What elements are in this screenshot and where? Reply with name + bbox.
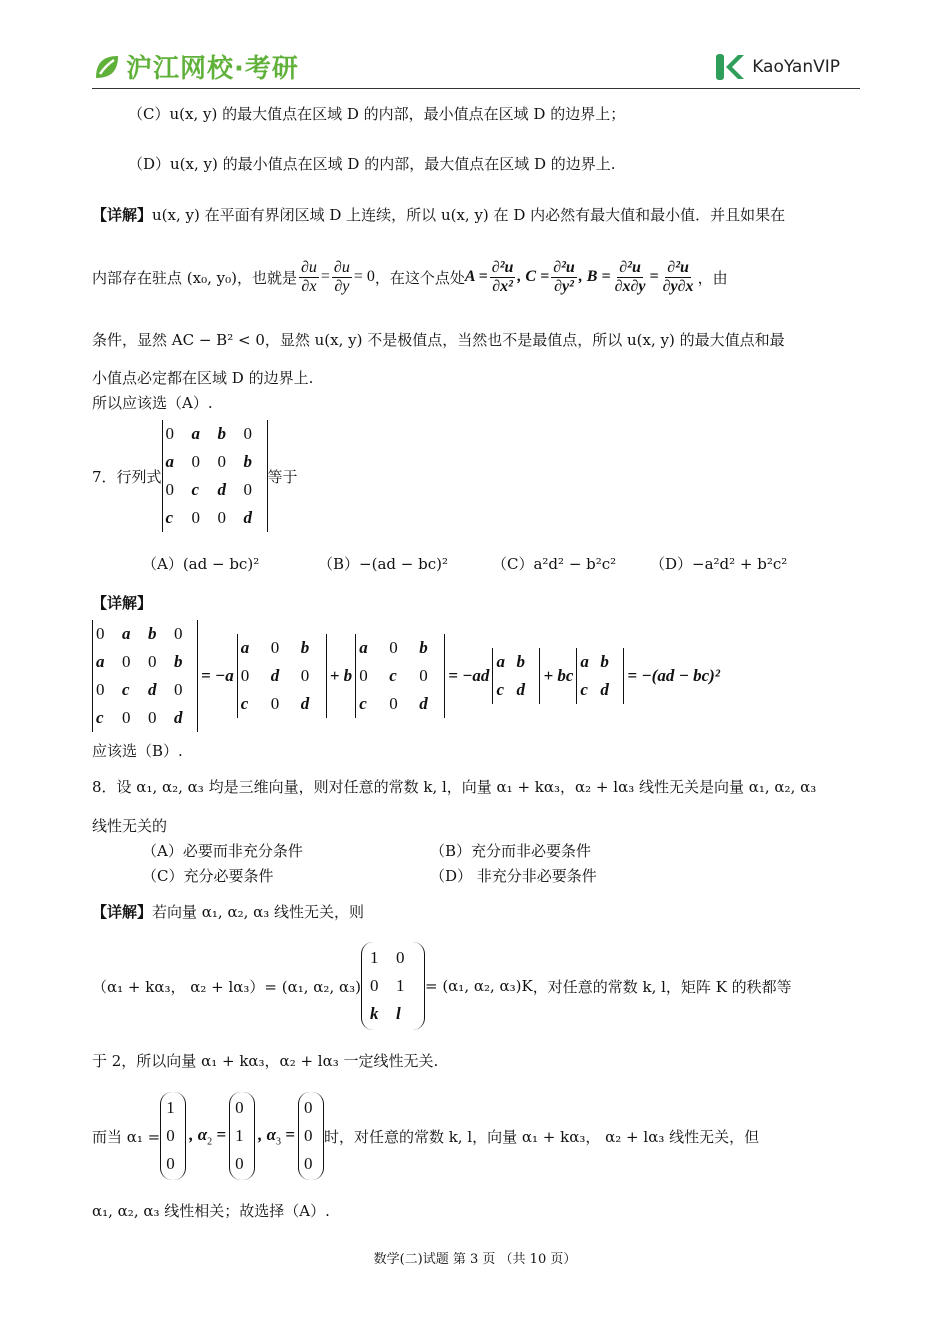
matrix-entry: c — [240, 694, 249, 713]
matrix-entry: 0 — [217, 508, 227, 527]
k-logo-icon — [714, 52, 746, 82]
coef-4: + bc — [543, 666, 574, 685]
alpha2-vector — [229, 1092, 255, 1180]
matrix-entry: b — [516, 652, 525, 671]
q8-stem-2: 线性无关的 — [92, 817, 168, 835]
matrix-entry: 0 — [235, 1098, 244, 1117]
q7-option-a: （A）(ad − bc)² — [142, 555, 260, 573]
matrix-entry: 0 — [243, 424, 253, 443]
q6-answer: 所以应该选（A）. — [92, 394, 213, 412]
q6-option-c: （C）u(x, y) 的最大值点在区域 D 的内部，最小值点在区域 D 的边界上； — [128, 105, 626, 123]
matrix-entry: b — [217, 424, 227, 443]
matrix-entry: d — [243, 508, 253, 527]
q8-detail-line-1 — [92, 901, 364, 922]
matrix-entry: 0 — [303, 1126, 313, 1145]
q8-detail-line-4: α₁, α₂, α₃ 线性相关；故选择（A）. — [92, 1202, 330, 1220]
matrix-entry: c — [165, 508, 174, 527]
matrix-entry: 0 — [165, 424, 175, 443]
matrix-entry: 0 — [148, 652, 157, 671]
minor-2 — [355, 634, 445, 718]
detail-tag: 【详解】 — [92, 903, 153, 921]
matrix-entry: 0 — [303, 1098, 313, 1117]
q6-detail-line-3: 条件，显然 AC − B² < 0，显然 u(x, y) 不是极值点，当然也不是最值点，所以 u(x, y) 的最大值点和最 — [92, 331, 785, 349]
q7-option-c: （C）a²d² − b²c² — [492, 555, 617, 573]
matrix-entry: 0 — [166, 1154, 175, 1173]
q6-detail-text-2a: 内部存在驻点 (x₀, y₀)，也就是 — [92, 268, 297, 287]
partial-equation: $\frac{\partial u}{\partial x}$ = $\frac{\partial u}{\partial y}$ = 0 — [300, 258, 375, 295]
matrix-entry: 0 — [191, 452, 201, 471]
matrix-entry: b — [600, 652, 609, 671]
matrix-entry: l — [395, 1004, 401, 1023]
small-det-2 — [576, 648, 624, 704]
q6-detail-line-1 — [92, 204, 785, 225]
q8-detail-line-2: 于 2，所以向量 α₁ + kα₃，α₂ + lα₃ 一定线性无关. — [92, 1052, 439, 1070]
alpha3-label: , $\alpha_3$ = — [258, 1124, 295, 1148]
result: = −(ad − bc)² — [627, 666, 720, 685]
logo-right-text: KaoYanVIP — [752, 57, 840, 77]
alpha1-vector — [160, 1092, 186, 1180]
matrix-entry: c — [496, 680, 504, 699]
q8-option-c: （C）充分必要条件 — [142, 867, 274, 885]
small-det-1 — [492, 648, 540, 704]
matrix-entry: 0 — [96, 680, 105, 699]
matrix-entry: c — [96, 708, 104, 727]
q7-determinant — [162, 420, 268, 532]
coef-1: = −a — [201, 666, 234, 685]
q6-detail-line-2 — [92, 252, 728, 302]
matrix-entry: 0 — [174, 680, 183, 699]
q8-matrix-equation — [92, 942, 792, 1030]
matrix-entry: 0 — [419, 666, 428, 685]
matrix-entry: 0 — [300, 666, 310, 685]
minor-1 — [237, 634, 327, 718]
q7-detail-tag: 【详解】 — [92, 594, 153, 612]
matrix-entry: 0 — [122, 708, 131, 727]
matrix-entry: 0 — [240, 666, 250, 685]
matrix-entry: c — [122, 680, 130, 699]
matrix-entry: a — [240, 638, 250, 657]
q8-option-d: （D） 非充分非必要条件 — [430, 867, 597, 885]
matrix-entry: b — [243, 452, 253, 471]
matrix-K — [361, 942, 425, 1030]
matrix-entry: 1 — [395, 976, 405, 995]
matrix-entry: 0 — [359, 666, 368, 685]
kaoyanvip-logo — [714, 52, 840, 82]
matrix-entry: d — [516, 680, 525, 699]
matrix-entry: b — [174, 652, 183, 671]
detail-tag: 【详解】 — [92, 206, 153, 224]
page-footer: 数学(二)试题 第 3 页 （共 10 页） — [373, 1252, 577, 1267]
q7-detail-determinant — [92, 620, 198, 732]
matrix-entry: a — [191, 424, 201, 443]
q8-eq-left: （α₁ + kα₃， α₂ + lα₃）= (α₁, α₂, α₃) — [92, 977, 361, 996]
matrix-entry: 0 — [235, 1154, 244, 1173]
q7-answer: 应该选（B）. — [92, 742, 183, 760]
coef-2: + b — [329, 666, 353, 685]
matrix-entry: d — [148, 680, 157, 699]
matrix-entry: 0 — [243, 480, 253, 499]
q6-detail-text-2b: ，在这个点处 — [374, 268, 465, 287]
matrix-entry: 0 — [96, 624, 105, 643]
matrix-entry: 0 — [191, 508, 201, 527]
matrix-entry: a — [580, 652, 589, 671]
q6-detail-text-2c: ，由 — [697, 268, 728, 287]
hujiang-logo — [92, 48, 299, 85]
matrix-entry: c — [359, 694, 367, 713]
q8-stem-1: 8．设 α₁, α₂, α₃ 均是三维向量，则对任意的常数 k, l，向量 α₁ + kα₃，α₂ + lα₃ 线性无关是向量 α₁, α₂, α₃ — [92, 778, 817, 796]
q8-detail-text-1: 若向量 α₁, α₂, α₃ 线性无关，则 — [152, 903, 365, 921]
matrix-entry: a — [122, 624, 131, 643]
matrix-entry: a — [96, 652, 105, 671]
q7-stem — [92, 420, 298, 532]
matrix-entry: 0 — [395, 948, 405, 967]
matrix-entry: d — [174, 708, 183, 727]
matrix-entry: d — [300, 694, 310, 713]
matrix-entry: 1 — [235, 1126, 244, 1145]
q8-option-b: （B）充分而非必要条件 — [430, 842, 592, 860]
alpha2-label: , $\alpha_2$ = — [189, 1124, 227, 1148]
second-derivatives: A = $\frac{\text{∂²u}}{\text{∂x²}}$ , C = $\frac{\text{∂²u}}{\text{∂y²}}$ , B = $\frac{\text{∂²u}}{\partial x\partial y}$ = $\frac{\text{∂²u}}{\partial y\partial x}$ — [464, 258, 694, 295]
matrix-entry: c — [580, 680, 588, 699]
matrix-entry: 0 — [303, 1154, 313, 1173]
matrix-entry: 1 — [166, 1098, 175, 1117]
matrix-entry: d — [217, 480, 227, 499]
matrix-entry: c — [389, 666, 397, 685]
matrix-entry: d — [419, 694, 428, 713]
matrix-entry: k — [369, 1004, 379, 1023]
matrix-entry: 0 — [369, 976, 379, 995]
matrix-entry: 0 — [270, 694, 280, 713]
matrix-entry: d — [600, 680, 609, 699]
q8-eq-right: ，对任意的常数 k, l，矩阵 K 的秩都等 — [532, 977, 792, 996]
q8-eq-mid: = (α₁, α₂, α₃)K — [424, 977, 533, 995]
logo-left-text: 沪江网校·考研 — [126, 54, 299, 84]
matrix-entry: 0 — [270, 638, 280, 657]
matrix-entry: 0 — [174, 624, 183, 643]
matrix-entry: a — [165, 452, 175, 471]
q8-detail-3-suffix: 时，对任意的常数 k, l，向量 α₁ + kα₃， α₂ + lα₃ 线性无关，但 — [323, 1127, 760, 1146]
q6-detail-text-1: u(x, y) 在平面有界闭区域 D 上连续，所以 u(x, y) 在 D 内必然有最大值和最小值．并且如果在 — [152, 206, 786, 224]
matrix-entry: 0 — [217, 452, 227, 471]
matrix-entry: 1 — [369, 948, 379, 967]
q8-vectors-line — [92, 1092, 759, 1180]
leaf-icon — [92, 52, 122, 82]
matrix-entry: a — [496, 652, 505, 671]
matrix-entry: 0 — [389, 638, 398, 657]
q6-detail-line-4: 小值点必定都在区域 D 的边界上. — [92, 369, 314, 387]
q7-stem-suffix: 等于 — [267, 467, 298, 486]
q7-detail-equation — [92, 620, 720, 732]
matrix-entry: b — [300, 638, 310, 657]
page-header — [92, 44, 860, 89]
matrix-entry: d — [270, 666, 280, 685]
q7-option-b: （B）−(ad − bc)² — [318, 555, 448, 573]
matrix-entry: 0 — [389, 694, 398, 713]
matrix-entry: b — [419, 638, 428, 657]
coef-3: = −ad — [448, 666, 490, 685]
q6-option-d: （D）u(x, y) 的最小值点在区域 D 的内部，最大值点在区域 D 的边界上. — [128, 155, 616, 173]
q8-detail-3-prefix: 而当 α₁ = — [92, 1127, 161, 1146]
q7-stem-prefix: 7．行列式 — [92, 467, 162, 486]
matrix-entry: 0 — [122, 652, 131, 671]
q7-option-d: （D）−a²d² + b²c² — [650, 555, 788, 573]
matrix-entry: c — [191, 480, 200, 499]
matrix-entry: 0 — [166, 1126, 175, 1145]
matrix-entry: 0 — [148, 708, 157, 727]
q8-option-a: （A）必要而非充分条件 — [142, 842, 303, 860]
matrix-entry: 0 — [165, 480, 175, 499]
matrix-entry: b — [148, 624, 157, 643]
alpha3-vector — [298, 1092, 324, 1180]
matrix-entry: a — [359, 638, 368, 657]
